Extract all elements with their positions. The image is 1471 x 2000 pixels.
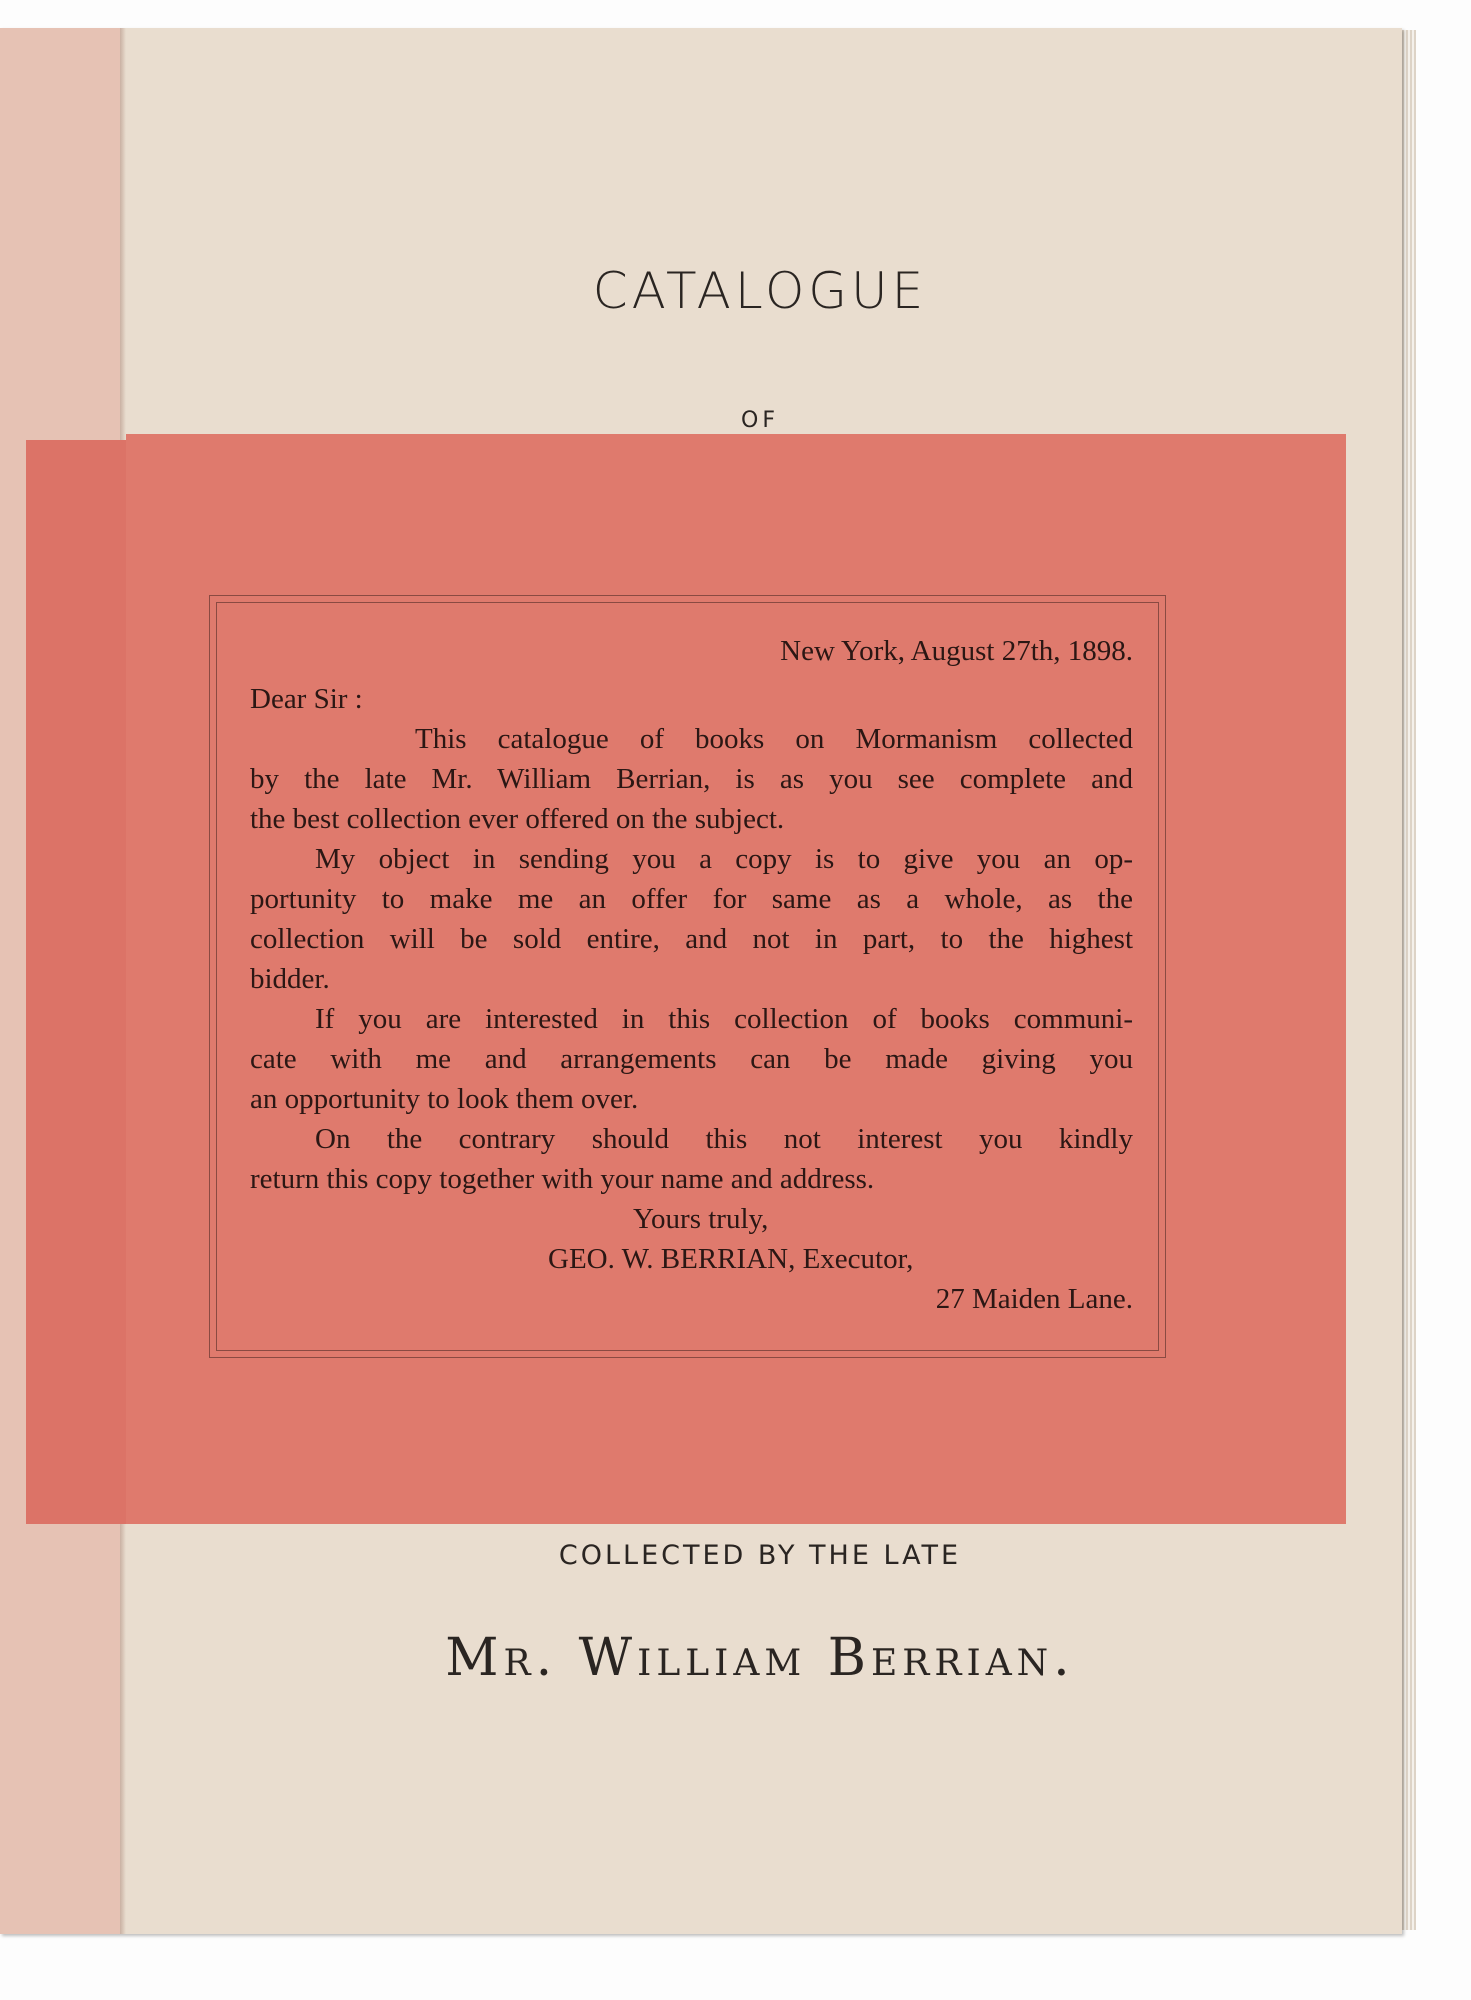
letter-line: by the late Mr. William Berrian, is as you see complete and	[250, 763, 1133, 795]
collector-name: Mr. William Berrian.	[445, 1628, 1075, 1688]
title-of: OF	[741, 408, 779, 433]
letter-border	[209, 595, 1166, 1358]
letter-line: return this copy together with your name and address.	[250, 1163, 875, 1195]
letter-line: bidder.	[250, 963, 330, 995]
letter-line: On the contrary should this not interest you kindly	[315, 1123, 1133, 1155]
letter-line: the best collection ever offered on the subject.	[250, 803, 785, 835]
letter-salutation: Dear Sir :	[250, 683, 363, 715]
letter-line: collection will be sold entire, and not in part, to the highest	[250, 923, 1133, 955]
letter-signature: GEO. W. BERRIAN, Executor,	[548, 1243, 914, 1275]
letter-line: cate with me and arrangements can be made giving you	[250, 1043, 1133, 1075]
letter-closing: Yours truly,	[633, 1203, 769, 1235]
letter-line: This catalogue of books on Mormanism collected	[415, 723, 1133, 755]
letter-address: 27 Maiden Lane.	[935, 1283, 1133, 1315]
letter-line: an opportunity to look them over.	[250, 1083, 639, 1115]
letter-body	[250, 631, 1133, 1319]
letter-line: If you are interested in this collection of books communi-	[315, 1003, 1133, 1035]
letter-slip-tab	[26, 440, 126, 1524]
collected-by-label: COLLECTED BY THE LATE	[558, 1540, 962, 1571]
letter-line: portunity to make me an offer for same as a whole, as the	[250, 883, 1133, 915]
letter-line: My object in sending you a copy is to give you an op-	[315, 843, 1133, 875]
page-title: CATALOGUE	[592, 262, 928, 320]
letter-date: New York, August 27th, 1898.	[780, 635, 1133, 667]
